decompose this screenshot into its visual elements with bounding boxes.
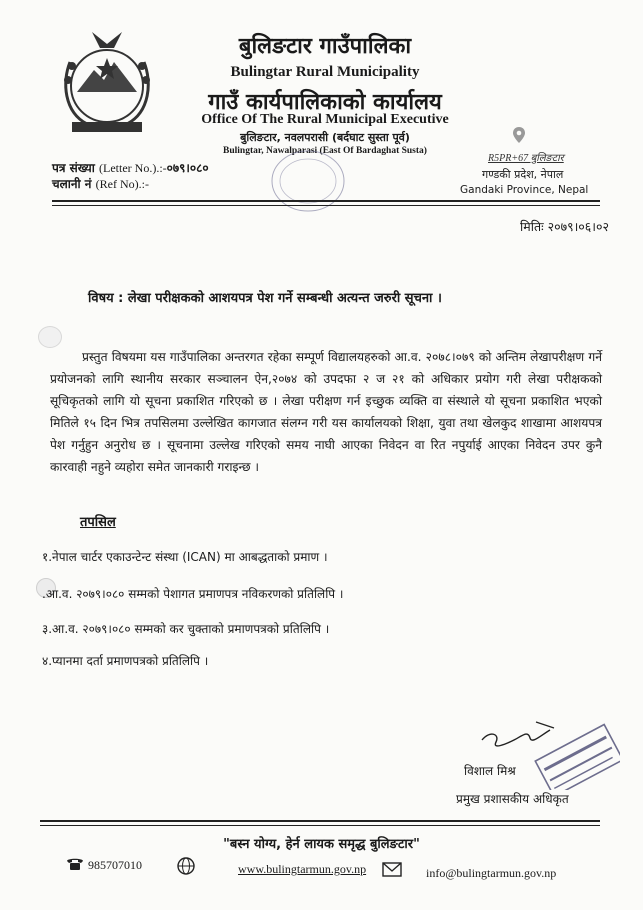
address-en: Bulingtar, Nawalparasi (East Of Bardaghat Susta) [223, 146, 427, 156]
email-icon [382, 860, 402, 878]
document-date: मितिः २०७९।०६।०२ [520, 219, 610, 234]
office-name-en: Office Of The Rural Municipal Executive [201, 112, 449, 127]
phone-icon [66, 857, 84, 871]
website-link[interactable]: www.bulingtarmun.gov.np [238, 862, 367, 876]
list-item: ३.आ.व. २०७९।०८० सम्मको कर चुक्ताको प्रमाणपत्रको प्रतिलिपि । [42, 622, 330, 636]
subject-line: विषय : लेखा परीक्षकको आशयपत्र पेश गर्ने सम्बन्धी अत्यन्त जरुरी सूचना । [88, 291, 442, 306]
address-np: बुलिङटार, नवलपरासी (बर्दघाट सुस्ता पूर्व) [240, 131, 410, 144]
letter-number: पत्र संख्या (Letter No.).:-०७९।०८० [52, 161, 209, 175]
list-item: .आ.व. २०७९।०८० सम्मको पेशागत प्रमाणपत्र नविकरणको प्रतिलिपि । [42, 587, 344, 601]
email-address[interactable]: info@bulingtarmun.gov.np [426, 866, 557, 880]
reference-block [52, 160, 209, 192]
list-item: १.नेपाल चार्टर एकाउन्टेन्ट संस्था (ICAN) मा आबद्धताको प्रमाण । [42, 550, 328, 564]
province-np: गण्डकी प्रदेश, नेपाल [482, 168, 564, 181]
signatory-name: विशाल मिश्र [464, 764, 516, 778]
footer-divider [40, 820, 600, 822]
location-pin-icon [512, 126, 526, 144]
signatory-title: प्रमुख प्रशासकीय अधिकृत [456, 792, 569, 806]
office-name-np: गाउँ कार्यपालिकाको कार्यालय [208, 90, 442, 115]
municipality-name-np: बुलिङटार गाउँपालिका [238, 34, 412, 59]
phone-number: 985707010 [88, 858, 142, 872]
details-heading: तपसिल [80, 515, 116, 530]
header-divider [52, 200, 600, 202]
footer-slogan: "बस्न योग्य, हेर्न लायक समृद्ध बुलिङटार" [223, 837, 420, 852]
footer-divider-thin [40, 825, 600, 826]
chalani-number: चलानी नं (Ref No).:- [52, 177, 149, 191]
municipality-name-en: Bulingtar Rural Municipality [230, 64, 420, 80]
globe-icon [176, 856, 196, 876]
province-en: Gandaki Province, Nepal [460, 184, 589, 196]
header-divider-thin [52, 205, 600, 206]
list-item: ४.प्यानमा दर्ता प्रमाणपत्रको प्रतिलिपि । [42, 654, 209, 668]
punch-hole [38, 326, 62, 348]
notice-body: प्रस्तुत विषयमा यस गाउँपालिका अन्तरगत रहेका सम्पूर्ण विद्यालयहरुको आ.व. २०७८।०७९ को अन्तिम लेखापरीक्षण गर्ने प्रयोजनको लागि स्थानीय सरकार सञ्चालन ऐन,२०७४ को उपदफा २ ज २१ को अधिकार प्रयोग गरी लेखा परीक्षकको सूचिकृतको लागि यो सूचना प्रकाशित गरिएको छ । लेखा परीक्षण गर्न इच्छुक व्यक्ति वा संस्थाले यो सूचना प्रकाशित भएको मितिले १५ दिन भित्र तपसिलमा उल्लेखित कागजात संलग्न गरी यस कार्यालयको शिक्षा, युवा तथा खेलकुद शाखामा आशयपत्र पेश गर्नुहुन अनुरोध छ । सूचनामा उल्लेख गरिएको समय नाघी आएका निवेदन वा रित नपुर्याई आएका निवेदन उपर कुनै कारवाही नहुने व्यहोरा समेत जानकारी गराइन्छ । [50, 350, 602, 474]
plus-code: R5PR+67 बुलिङटार [488, 153, 564, 164]
